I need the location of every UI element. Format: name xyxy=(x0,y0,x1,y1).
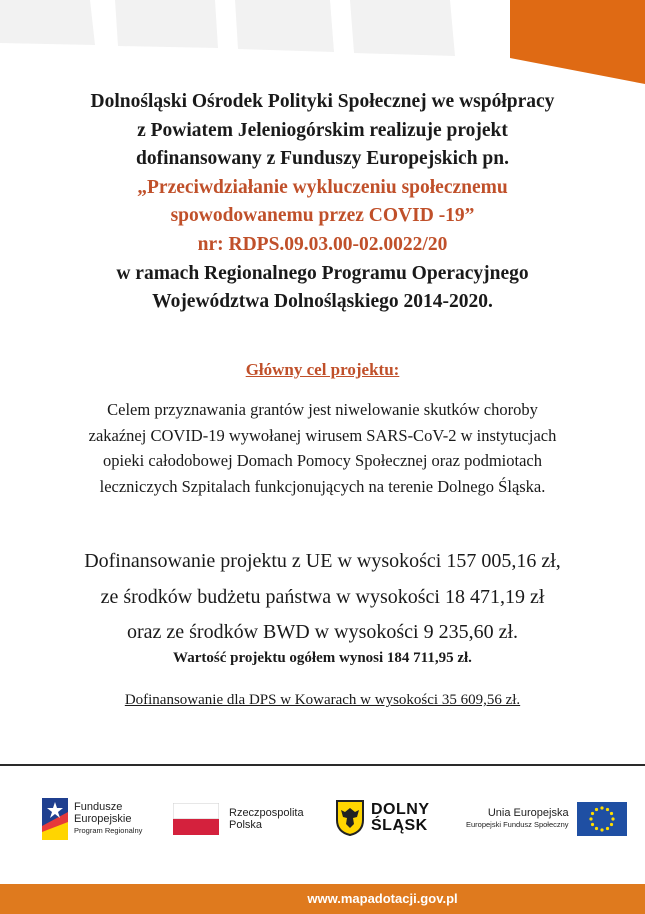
polish-flag-icon xyxy=(173,803,219,835)
fundusze-europejskie-logo xyxy=(42,798,142,840)
logo-label: Europejski Fundusz Społeczny xyxy=(466,820,569,829)
project-title: spowodowanemu przez COVID -19” xyxy=(170,205,475,227)
logo-label: Fundusze xyxy=(74,801,123,813)
header-line: Województwa Dolnośląskiego 2014-2020. xyxy=(152,291,493,313)
logo-label: Unia Europejska xyxy=(487,807,569,819)
goal-text-line: zakaźnej COVID-19 wywołanej wirusem SARS-CoV-2 w instytucjach xyxy=(88,425,557,445)
logo-label: Polska xyxy=(229,819,263,831)
logo-strip xyxy=(0,790,645,850)
total-value: Wartość projektu ogółem wynosi 184 711,95 zł. xyxy=(173,650,472,666)
logo-label: DOLNY xyxy=(371,801,430,818)
logo-label: Rzeczpospolita xyxy=(229,807,304,819)
project-number: nr: RDPS.09.03.00-02.0022/20 xyxy=(197,233,448,255)
dps-funding: Dofinansowanie dla DPS w Kowarach w wysokości 35 609,56 zł. xyxy=(124,692,521,708)
fe-star-icon xyxy=(42,798,68,840)
funding-line: ze środków budżetu państwa w wysokości 18 471,19 zł xyxy=(100,585,545,608)
funding-line: oraz ze środków BWD w wysokości 9 235,60 zł. xyxy=(126,621,519,643)
logo-label: Europejskie xyxy=(74,813,132,825)
funding-info xyxy=(0,544,645,651)
goal-text-line: Celem przyznawania grantów jest niwelowanie skutków choroby xyxy=(107,400,538,419)
dolny-slask-logo xyxy=(336,800,430,836)
goal-text-line: opieki całodobowej Domach Pomocy Społecznej oraz podmiotach xyxy=(103,451,542,470)
project-header xyxy=(0,88,645,317)
eagle-shield-icon xyxy=(336,800,364,836)
project-title: „Przeciwdziałanie wykluczeniu społecznemu xyxy=(137,176,508,198)
header-line: Dolnośląski Ośrodek Polityki Społecznej we współpracy xyxy=(90,91,555,112)
header-line: w ramach Regionalnego Programu Operacyjnego xyxy=(116,262,529,284)
footer-bar xyxy=(0,884,645,914)
unia-europejska-logo xyxy=(466,802,627,836)
divider xyxy=(0,764,645,766)
header-line: dofinansowany z Funduszy Europejskich pn. xyxy=(136,148,509,170)
rzeczpospolita-polska-logo xyxy=(173,803,304,835)
funding-line: Dofinansowanie projektu z UE w wysokości 157 005,16 zł, xyxy=(84,550,561,572)
logo-label: Program Regionalny xyxy=(74,826,143,835)
footer-url[interactable]: www.mapadotacji.gov.pl xyxy=(307,891,458,906)
header-line: z Powiatem Jeleniogórskim realizuje projekt xyxy=(137,119,508,141)
logo-label: ŚLĄSK xyxy=(371,817,428,834)
top-decoration xyxy=(0,0,645,90)
goal-heading: Główny cel projektu: xyxy=(245,360,400,379)
goal-text-line: leczniczych Szpitalach funkcjonujących na terenie Dolnego Śląska. xyxy=(99,476,546,496)
eu-flag-icon xyxy=(577,802,627,836)
goal-description xyxy=(40,397,605,499)
